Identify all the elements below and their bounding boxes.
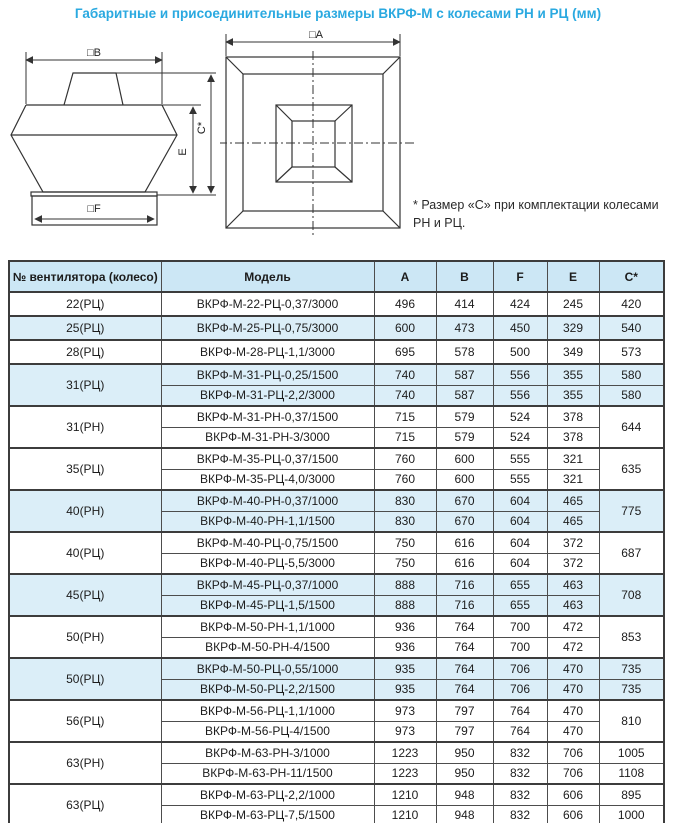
dim-c-cell: 853 <box>599 616 664 658</box>
table-row <box>9 616 664 637</box>
model-cell: ВКРФ-М-45-РЦ-1,5/1500 <box>161 595 374 616</box>
model-cell: ВКРФ-М-56-РЦ-4/1500 <box>161 721 374 742</box>
dim-a-cell: 1210 <box>374 784 436 805</box>
dim-b-cell: 764 <box>436 616 493 637</box>
model-cell: ВКРФ-М-50-РН-1,1/1000 <box>161 616 374 637</box>
dim-c-cell: 573 <box>599 340 664 364</box>
dim-b-cell: 764 <box>436 679 493 700</box>
fan-number-cell: 28(РЦ) <box>9 340 161 364</box>
dim-f-cell: 706 <box>493 658 547 679</box>
dim-f-cell: 604 <box>493 532 547 553</box>
model-cell: ВКРФ-М-45-РЦ-0,37/1000 <box>161 574 374 595</box>
dim-a-cell: 760 <box>374 469 436 490</box>
model-cell: ВКРФ-М-22-РЦ-0,37/3000 <box>161 292 374 316</box>
column-header: F <box>493 261 547 292</box>
model-cell: ВКРФ-М-31-РЦ-0,25/1500 <box>161 364 374 385</box>
dim-f-cell: 700 <box>493 637 547 658</box>
dim-c-cell: 644 <box>599 406 664 448</box>
dim-a-cell: 1210 <box>374 805 436 823</box>
dim-c-cell: 1005 <box>599 742 664 763</box>
dim-e-cell: 465 <box>547 490 599 511</box>
dimensions-table <box>8 260 665 823</box>
dim-e-cell: 355 <box>547 364 599 385</box>
dim-e-cell: 349 <box>547 340 599 364</box>
dim-label-c: C* <box>196 121 208 135</box>
column-header: C* <box>599 261 664 292</box>
dim-f-cell: 556 <box>493 385 547 406</box>
dim-c-cell: 420 <box>599 292 664 316</box>
dim-a-cell: 760 <box>374 448 436 469</box>
dim-f-cell: 832 <box>493 763 547 784</box>
dim-b-cell: 616 <box>436 553 493 574</box>
dim-f-cell: 555 <box>493 469 547 490</box>
fan-number-cell: 31(РЦ) <box>9 364 161 406</box>
dim-a-cell: 496 <box>374 292 436 316</box>
dim-c-cell: 775 <box>599 490 664 532</box>
dim-a-cell: 695 <box>374 340 436 364</box>
dim-f-cell: 450 <box>493 316 547 340</box>
dim-a-cell: 750 <box>374 553 436 574</box>
footnote-line2: РН и РЦ. <box>413 216 466 231</box>
dim-e-cell: 329 <box>547 316 599 340</box>
column-header: B <box>436 261 493 292</box>
dim-c-cell: 735 <box>599 679 664 700</box>
dim-a-cell: 1223 <box>374 742 436 763</box>
model-cell: ВКРФ-М-40-РЦ-0,75/1500 <box>161 532 374 553</box>
dim-b-cell: 600 <box>436 469 493 490</box>
column-header: E <box>547 261 599 292</box>
dim-f-cell: 655 <box>493 595 547 616</box>
dim-label-f: □F <box>87 203 101 215</box>
model-cell: ВКРФ-М-56-РЦ-1,1/1000 <box>161 700 374 721</box>
dim-e-cell: 470 <box>547 679 599 700</box>
dim-e-cell: 245 <box>547 292 599 316</box>
dim-f-cell: 832 <box>493 742 547 763</box>
dim-label-a: □A <box>309 29 323 41</box>
model-cell: ВКРФ-М-63-РЦ-2,2/1000 <box>161 784 374 805</box>
dim-b-cell: 716 <box>436 574 493 595</box>
dim-b-cell: 616 <box>436 532 493 553</box>
dim-b-cell: 578 <box>436 340 493 364</box>
dim-b-cell: 600 <box>436 448 493 469</box>
fan-number-cell: 40(РЦ) <box>9 532 161 574</box>
dim-b-cell: 950 <box>436 763 493 784</box>
model-cell: ВКРФ-М-50-РЦ-0,55/1000 <box>161 658 374 679</box>
dim-e-cell: 378 <box>547 427 599 448</box>
model-cell: ВКРФ-М-35-РЦ-0,37/1500 <box>161 448 374 469</box>
table-row <box>9 742 664 763</box>
fan-number-cell: 45(РЦ) <box>9 574 161 616</box>
dim-c-cell: 687 <box>599 532 664 574</box>
dim-f-cell: 700 <box>493 616 547 637</box>
dim-a-cell: 935 <box>374 679 436 700</box>
dim-e-cell: 378 <box>547 406 599 427</box>
dim-b-cell: 716 <box>436 595 493 616</box>
dim-e-cell: 463 <box>547 574 599 595</box>
dim-label-b: □B <box>87 47 101 59</box>
model-cell: ВКРФ-М-50-РЦ-2,2/1500 <box>161 679 374 700</box>
dim-e-cell: 321 <box>547 469 599 490</box>
model-cell: ВКРФ-М-31-РН-0,37/1500 <box>161 406 374 427</box>
model-cell: ВКРФ-М-31-РЦ-2,2/3000 <box>161 385 374 406</box>
fan-number-cell: 22(РЦ) <box>9 292 161 316</box>
dim-e-cell: 372 <box>547 532 599 553</box>
table-row <box>9 784 664 805</box>
dim-e-cell: 463 <box>547 595 599 616</box>
model-cell: ВКРФ-М-63-РЦ-7,5/1500 <box>161 805 374 823</box>
dim-a-cell: 935 <box>374 658 436 679</box>
column-header: Модель <box>161 261 374 292</box>
footnote <box>413 196 669 232</box>
dim-e-cell: 470 <box>547 658 599 679</box>
dim-e-cell: 321 <box>547 448 599 469</box>
dim-b-cell: 950 <box>436 742 493 763</box>
dim-f-cell: 764 <box>493 700 547 721</box>
table-row <box>9 292 664 316</box>
top-view-drawing <box>220 25 420 240</box>
fan-number-cell: 25(РЦ) <box>9 316 161 340</box>
dim-f-cell: 604 <box>493 553 547 574</box>
model-cell: ВКРФ-М-31-РН-3/3000 <box>161 427 374 448</box>
dim-a-cell: 973 <box>374 700 436 721</box>
dim-a-cell: 600 <box>374 316 436 340</box>
model-cell: ВКРФ-М-63-РН-11/1500 <box>161 763 374 784</box>
dim-b-cell: 670 <box>436 490 493 511</box>
model-cell: ВКРФ-М-40-РН-1,1/1500 <box>161 511 374 532</box>
dim-a-cell: 830 <box>374 490 436 511</box>
dim-f-cell: 604 <box>493 511 547 532</box>
model-cell: ВКРФ-М-50-РН-4/1500 <box>161 637 374 658</box>
dim-c-cell: 708 <box>599 574 664 616</box>
dim-a-cell: 936 <box>374 616 436 637</box>
column-header: № вентилятора (колесо) <box>9 261 161 292</box>
dim-a-cell: 750 <box>374 532 436 553</box>
dim-f-cell: 832 <box>493 805 547 823</box>
fan-number-cell: 56(РЦ) <box>9 700 161 742</box>
dim-b-cell: 587 <box>436 385 493 406</box>
table-row <box>9 574 664 595</box>
model-cell: ВКРФ-М-35-РЦ-4,0/3000 <box>161 469 374 490</box>
dim-f-cell: 524 <box>493 406 547 427</box>
table-row <box>9 700 664 721</box>
dim-f-cell: 524 <box>493 427 547 448</box>
dim-c-cell: 540 <box>599 316 664 340</box>
fan-number-cell: 50(РЦ) <box>9 658 161 700</box>
dim-b-cell: 670 <box>436 511 493 532</box>
dim-e-cell: 355 <box>547 385 599 406</box>
dim-b-cell: 579 <box>436 427 493 448</box>
dim-b-cell: 764 <box>436 658 493 679</box>
dim-e-cell: 706 <box>547 742 599 763</box>
fan-number-cell: 35(РЦ) <box>9 448 161 490</box>
table-row <box>9 364 664 385</box>
dim-a-cell: 1223 <box>374 763 436 784</box>
dim-b-cell: 764 <box>436 637 493 658</box>
fan-number-cell: 63(РЦ) <box>9 784 161 823</box>
dim-a-cell: 740 <box>374 385 436 406</box>
dim-e-cell: 606 <box>547 784 599 805</box>
dim-e-cell: 606 <box>547 805 599 823</box>
model-cell: ВКРФ-М-63-РН-3/1000 <box>161 742 374 763</box>
dim-b-cell: 587 <box>436 364 493 385</box>
table-row <box>9 448 664 469</box>
model-cell: ВКРФ-М-40-РЦ-5,5/3000 <box>161 553 374 574</box>
dim-c-cell: 735 <box>599 658 664 679</box>
dim-c-cell: 810 <box>599 700 664 742</box>
table-row <box>9 490 664 511</box>
dim-b-cell: 797 <box>436 721 493 742</box>
dim-e-cell: 470 <box>547 721 599 742</box>
dim-f-cell: 655 <box>493 574 547 595</box>
column-header: A <box>374 261 436 292</box>
dim-b-cell: 948 <box>436 805 493 823</box>
table-row <box>9 340 664 364</box>
dim-a-cell: 888 <box>374 574 436 595</box>
fan-number-cell: 50(РН) <box>9 616 161 658</box>
model-cell: ВКРФ-М-28-РЦ-1,1/3000 <box>161 340 374 364</box>
dim-label-e: E <box>177 148 189 156</box>
dim-b-cell: 473 <box>436 316 493 340</box>
dim-e-cell: 372 <box>547 553 599 574</box>
dim-e-cell: 472 <box>547 637 599 658</box>
dim-f-cell: 604 <box>493 490 547 511</box>
fan-number-cell: 63(РН) <box>9 742 161 784</box>
footnote-line1: * Размер «С» при комплектации колесами <box>413 198 659 212</box>
table-row <box>9 406 664 427</box>
dim-a-cell: 740 <box>374 364 436 385</box>
dim-c-cell: 895 <box>599 784 664 805</box>
dim-b-cell: 579 <box>436 406 493 427</box>
dim-f-cell: 706 <box>493 679 547 700</box>
fan-number-cell: 40(РН) <box>9 490 161 532</box>
table-row <box>9 658 664 679</box>
dim-a-cell: 830 <box>374 511 436 532</box>
dim-c-cell: 635 <box>599 448 664 490</box>
dim-f-cell: 500 <box>493 340 547 364</box>
dim-f-cell: 832 <box>493 784 547 805</box>
dim-b-cell: 948 <box>436 784 493 805</box>
dim-f-cell: 556 <box>493 364 547 385</box>
fan-number-cell: 31(РН) <box>9 406 161 448</box>
dim-f-cell: 424 <box>493 292 547 316</box>
dim-e-cell: 706 <box>547 763 599 784</box>
page-title: Габаритные и присоединительные размеры ВКРФ-М с колесами РН и РЦ (мм) <box>74 6 602 21</box>
dim-f-cell: 555 <box>493 448 547 469</box>
dim-a-cell: 888 <box>374 595 436 616</box>
dim-b-cell: 414 <box>436 292 493 316</box>
dim-a-cell: 715 <box>374 406 436 427</box>
dim-e-cell: 470 <box>547 700 599 721</box>
table-row <box>9 316 664 340</box>
dim-a-cell: 715 <box>374 427 436 448</box>
dim-c-cell: 580 <box>599 385 664 406</box>
model-cell: ВКРФ-М-25-РЦ-0,75/3000 <box>161 316 374 340</box>
dim-c-cell: 1108 <box>599 763 664 784</box>
dim-e-cell: 465 <box>547 511 599 532</box>
dim-c-cell: 1000 <box>599 805 664 823</box>
dim-c-cell: 580 <box>599 364 664 385</box>
table-header-row <box>9 261 664 292</box>
dim-a-cell: 936 <box>374 637 436 658</box>
dim-a-cell: 973 <box>374 721 436 742</box>
model-cell: ВКРФ-М-40-РН-0,37/1000 <box>161 490 374 511</box>
table-row <box>9 532 664 553</box>
dim-b-cell: 797 <box>436 700 493 721</box>
side-view-drawing <box>5 40 220 240</box>
dim-f-cell: 764 <box>493 721 547 742</box>
dim-e-cell: 472 <box>547 616 599 637</box>
